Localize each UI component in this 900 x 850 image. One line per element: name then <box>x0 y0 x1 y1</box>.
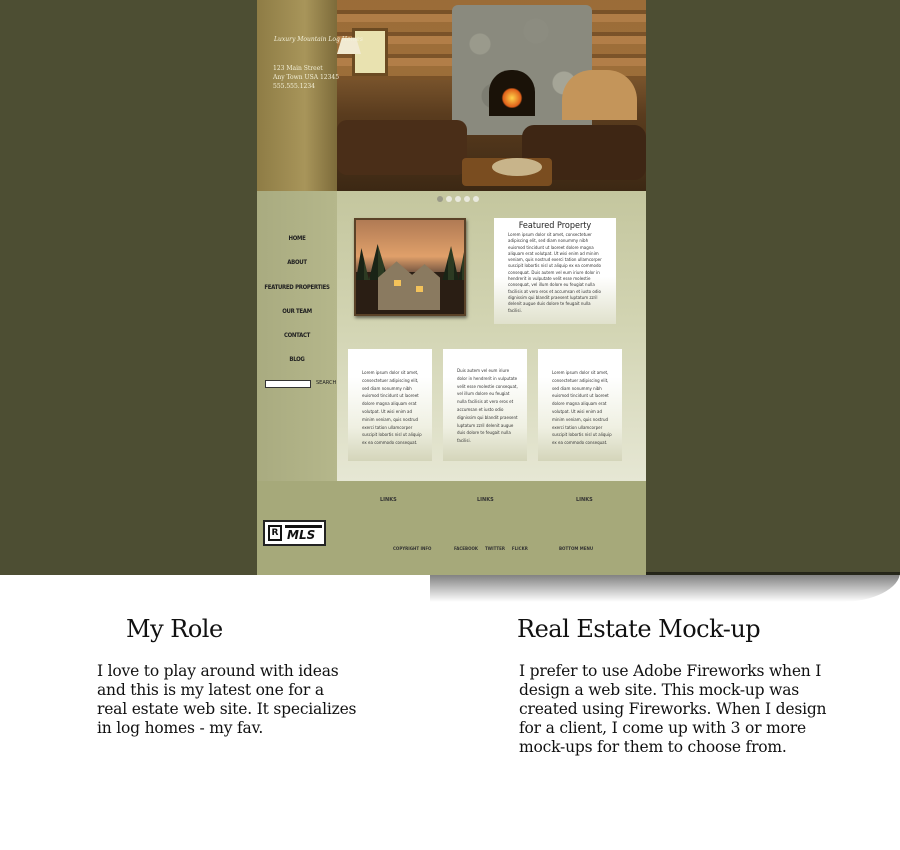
bowl <box>492 158 542 176</box>
phone-line: 555.555.1234 <box>273 83 315 90</box>
social-links[interactable]: FACEBOOK TWITTER FLICKR <box>454 546 528 551</box>
my-role-heading: My Role <box>126 615 223 643</box>
card-text: Duis autem vel eum iriure dolor in hendrerit in vulputate velit esse molestie consequat, vel illum dolore eu feugiat nulla facilisis at vero eros et accumsan et iusto odio dignissim qui blandit praesent luptatum zzril delenit augue duis dolore te feugait nulla facilisi. <box>457 368 518 444</box>
house-window <box>394 280 401 286</box>
featured-property-card <box>494 218 616 324</box>
mockup-line: for a client, I come up with 3 or more <box>519 719 806 737</box>
featured-property-photo[interactable] <box>354 218 466 316</box>
my-role-line: in log homes - my fav. <box>97 719 264 737</box>
mls-logo <box>263 520 326 546</box>
nav-home[interactable]: HOME <box>288 235 306 242</box>
content-card <box>348 349 432 461</box>
nav-blog[interactable]: BLOG <box>289 356 305 364</box>
nav-contact[interactable]: CONTACT <box>283 332 310 340</box>
my-role-line: real estate web site. It specializes <box>97 700 357 718</box>
slider-dot[interactable] <box>446 196 452 202</box>
slider-dots <box>437 196 479 202</box>
nav-about[interactable]: ABOUT <box>287 259 307 267</box>
footer-links[interactable]: LINKS <box>576 497 593 503</box>
brand-name: Luxury Mountain Log Homes <box>274 36 363 43</box>
featured-property-title: Featured Property <box>518 221 592 231</box>
leather-sofa-left <box>337 120 467 175</box>
address-line: 123 Main Street <box>273 65 323 72</box>
slider-dot[interactable] <box>464 196 470 202</box>
footer-links[interactable]: LINKS <box>477 497 494 503</box>
slider-dot[interactable] <box>473 196 479 202</box>
hero-photo-log-home-interior <box>257 0 646 191</box>
mockup-line: I prefer to use Adobe Fireworks when I <box>519 662 822 680</box>
address-line: Any Town USA 12345 <box>273 74 340 81</box>
mockup-line: created using Fireworks. When I design <box>519 700 827 718</box>
fire <box>501 88 523 108</box>
house-window <box>416 286 423 292</box>
footer-links[interactable]: LINKS <box>380 497 397 503</box>
realtor-icon: R <box>268 525 282 541</box>
mockup-line: design a web site. This mock-up was <box>519 681 799 699</box>
log-wall <box>257 0 340 191</box>
arched-door <box>562 70 637 120</box>
search-input[interactable] <box>265 380 311 388</box>
sidebar-nav <box>257 235 337 381</box>
content-card <box>538 349 622 461</box>
content-card <box>443 349 527 461</box>
nav-featured-properties[interactable]: FEATURED PROPERTIES <box>264 283 330 291</box>
my-role-line: I love to play around with ideas <box>97 662 339 680</box>
mockup-line: mock-ups for them to choose from. <box>519 738 787 756</box>
my-role-line: and this is my latest one for a <box>97 681 324 699</box>
mls-label: MLS <box>287 528 316 542</box>
card-text: Lorem ipsum dolor sit amet, consectetuer adipiscing elit, sed diam nonummy nibh euismod tincidunt ut laoreet dolore magna aliquam erat volutpat. Ut wisi enim ad minim veniam, quis nostrud exerci tation ullamcorper suscipit lobortis nisl ut aliquip ex ea commodo consequat. <box>552 370 612 446</box>
featured-property-text: Lorem ipsum dolor sit amet, consectetuer adipiscing elit, sed diam nonummy nibh euismod tincidunt ut laoreet dolore magna aliquam erat volutpat. Ut wisi enim ad minim veniam, quis nostrud exerci tation ullamcorper suscipit lobortis nisl ut aliquip ex ea commodo consequat. Duis autem vel eum iriure dolor in hendrerit in vulputate velit esse molestie consequat, vel illum dolore eu feugiat nulla facilisis at vero eros et accumsan et iusto odio dignissim qui blandit praesent luptatum zzril delenit augue duis dolore te feugait nulla facilisi. <box>508 232 602 313</box>
copyright-info[interactable]: COPYRIGHT INFO <box>393 546 432 551</box>
search-label[interactable]: SEARCH <box>316 380 337 386</box>
bottom-menu[interactable]: BOTTOM MENU <box>559 546 594 551</box>
drop-shadow <box>430 572 900 602</box>
slider-dot[interactable] <box>455 196 461 202</box>
nav-our-team[interactable]: OUR TEAM <box>282 307 312 315</box>
slider-dot[interactable] <box>437 196 443 202</box>
mockup-heading: Real Estate Mock-up <box>517 615 761 643</box>
card-text: Lorem ipsum dolor sit amet, consectetuer adipiscing elit, sed diam nonummy nibh euismod tincidunt ut laoreet dolore magna aliquam erat volutpat. Ut wisi enim ad minim veniam, quis nostrud exerci tation ullamcorper suscipit lobortis nisl ut aliquip ex ea commodo consequat. <box>362 370 422 446</box>
